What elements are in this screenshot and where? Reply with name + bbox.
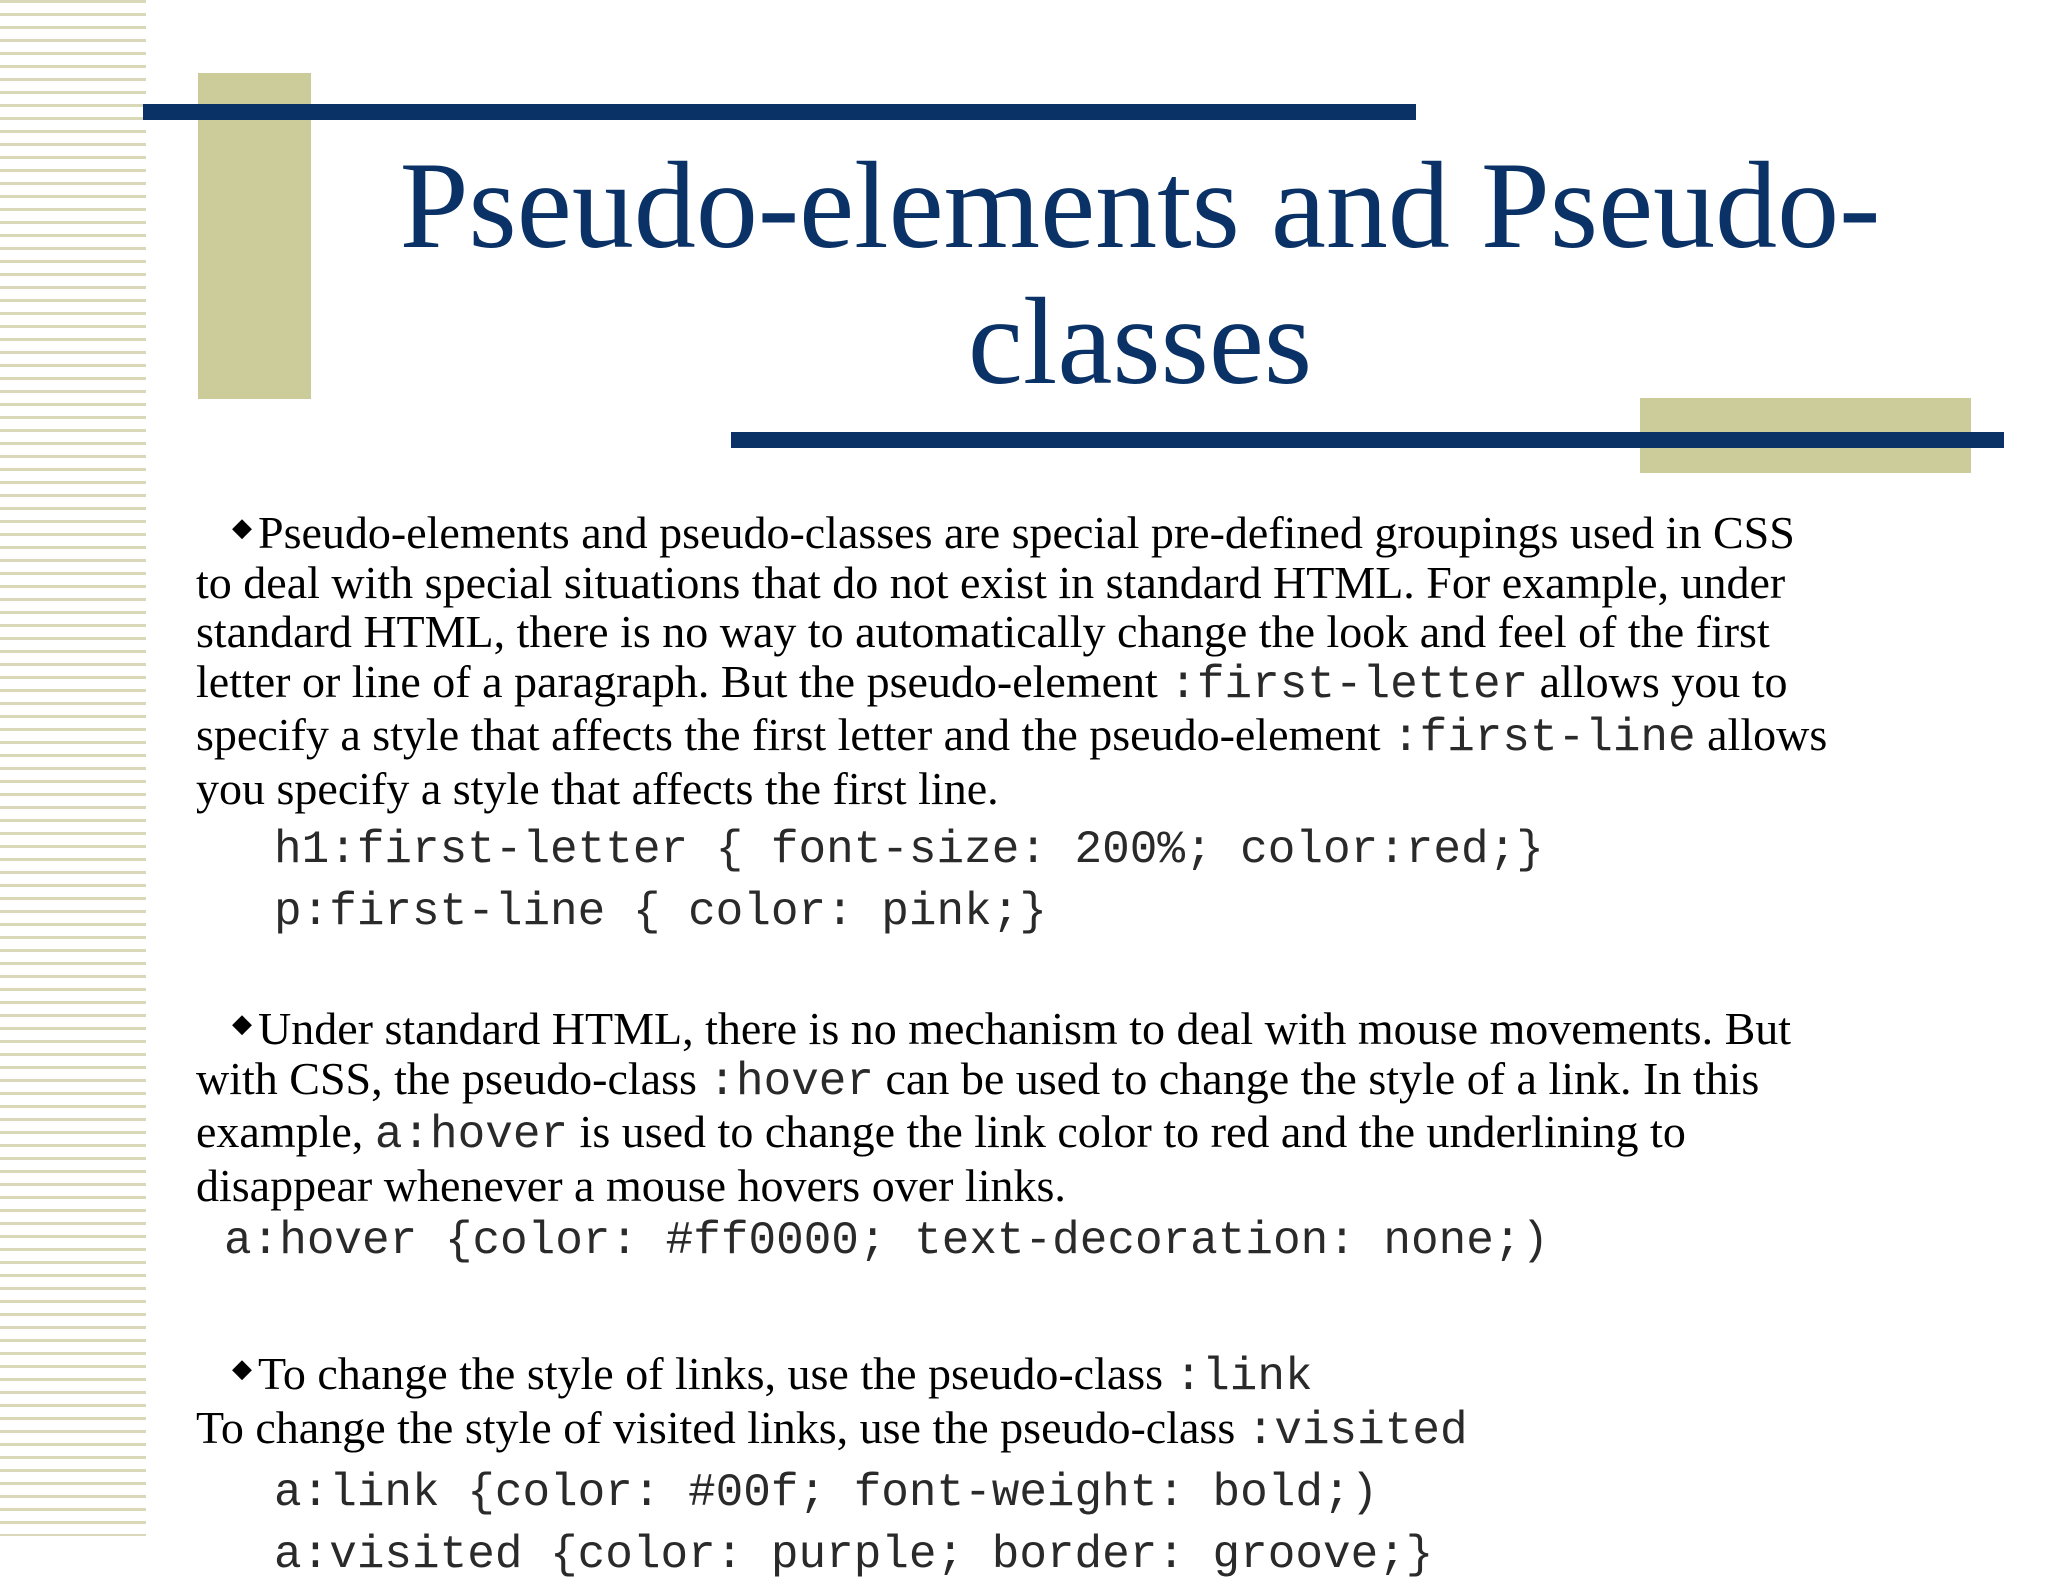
title-rule-top bbox=[143, 104, 1416, 120]
paragraph-text: is used to change the link color to red and the underlining to disappear whenever a mouse hovers over links. bbox=[196, 1106, 1686, 1211]
code-example-visited: a:visited {color: purple; border: groove;} bbox=[274, 1529, 1434, 1581]
inline-code: :link bbox=[1174, 1351, 1313, 1403]
paragraph-text: allows you specify a style that affects the first line. bbox=[196, 709, 1828, 814]
paragraph-link-visited bbox=[196, 1344, 2026, 1456]
slide-body bbox=[196, 503, 2026, 1586]
paragraph-text: To change the style of visited links, use the pseudo-class bbox=[196, 1401, 1236, 1453]
diamond-bullet-icon: ◆ bbox=[232, 1354, 252, 1383]
code-example-link: a:link {color: #00f; font-weight: bold;) bbox=[274, 1467, 1379, 1519]
code-example-first-letter: h1:first-letter { font-size: 200%; color:red;} bbox=[274, 824, 1544, 876]
inline-code: :first-line bbox=[1391, 712, 1696, 764]
paragraph-hover bbox=[196, 999, 2026, 1210]
paragraph-first-letter bbox=[196, 503, 2026, 813]
striped-side-band bbox=[0, 0, 146, 1536]
code-example-first-line: p:first-line { color: pink;} bbox=[274, 886, 1047, 938]
diamond-bullet-icon: ◆ bbox=[232, 513, 252, 542]
paragraph-text: can be used to change the style of a link. In this example, bbox=[196, 1052, 1760, 1157]
inline-code: :first-letter bbox=[1169, 658, 1529, 711]
inline-code: :hover bbox=[708, 1055, 875, 1108]
paragraph-text: allows you to specify a style that affects the first letter and the pseudo-element bbox=[196, 655, 1788, 760]
code-example-hover: a:hover {color: #ff0000; text-decoration: none;) bbox=[224, 1215, 1550, 1267]
title-accent-block-left bbox=[198, 73, 311, 399]
paragraph-text: Under standard HTML, there is no mechanism to deal with mouse movements. But with CSS, the pseudo-class bbox=[196, 1003, 1792, 1104]
inline-code: :visited bbox=[1246, 1404, 1468, 1457]
diamond-bullet-icon: ◆ bbox=[232, 1009, 252, 1038]
slide-title: Pseudo-elements and Pseudo- classes bbox=[399, 137, 1881, 410]
paragraph-text: To change the style of links, use the pseudo-class bbox=[258, 1348, 1175, 1399]
title-rule-bottom bbox=[731, 432, 2004, 448]
paragraph-text: Pseudo-elements and pseudo-classes are special pre-defined groupings used in CSS to deal with special situations that do not exist in standard HTML. For example, under standard HTML, there is no way to automatically change the look and feel of the first letter or line of a paragraph. But the pseudo-element bbox=[196, 507, 1795, 707]
inline-code: a:hover bbox=[374, 1109, 569, 1161]
